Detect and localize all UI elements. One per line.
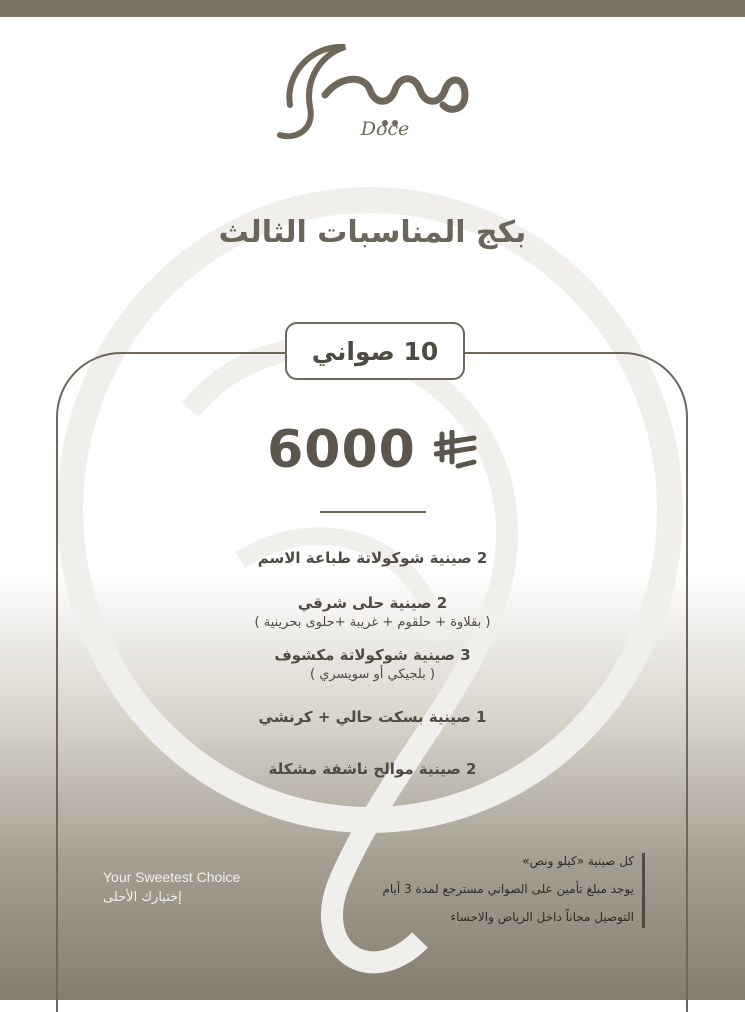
- notes-list: [300, 848, 634, 932]
- package-item: 1 صينية بسكت حالي + كرنشي: [258, 708, 487, 726]
- package-item: 3 صينية شوكولاتة مكشوف: [274, 646, 471, 664]
- note-item: يوجد مبلغ تأمين على الصواني مسترجع لمدة 3 أيام: [382, 882, 634, 896]
- notes-accent-line: [642, 853, 645, 928]
- tagline-arabic: إختيارك الأحلى: [103, 890, 182, 905]
- note-item: كل صينية «كيلو ونص»: [522, 854, 634, 868]
- price-value: 6000: [267, 420, 416, 480]
- divider: [320, 511, 426, 513]
- price-block: [0, 420, 745, 480]
- saudi-riyal-icon: [434, 430, 478, 470]
- package-item: 2 صينية شوكولاتة طباعة الاسم: [257, 549, 488, 567]
- top-bar: [0, 0, 745, 17]
- note-item: التوصيل مجاناً داخل الرياض والاحساء: [450, 910, 634, 924]
- package-item-detail: ( بقلاوة + حلقوم + غريبة +حلوى بحرينية ): [254, 615, 491, 630]
- package-item-detail: ( بلجيكي أو سويسري ): [310, 667, 435, 682]
- package-item: 2 صينية موالح ناشفة مشكلة: [268, 760, 477, 778]
- tagline-english: Your Sweetest Choice: [103, 869, 241, 885]
- package-item: 2 صينية حلى شرقي: [297, 594, 448, 612]
- trays-count-badge: 10 صواني: [285, 322, 465, 380]
- package-title: بكج المناسبات الثالث: [218, 215, 527, 250]
- logo-latin-text: Doce: [360, 118, 410, 140]
